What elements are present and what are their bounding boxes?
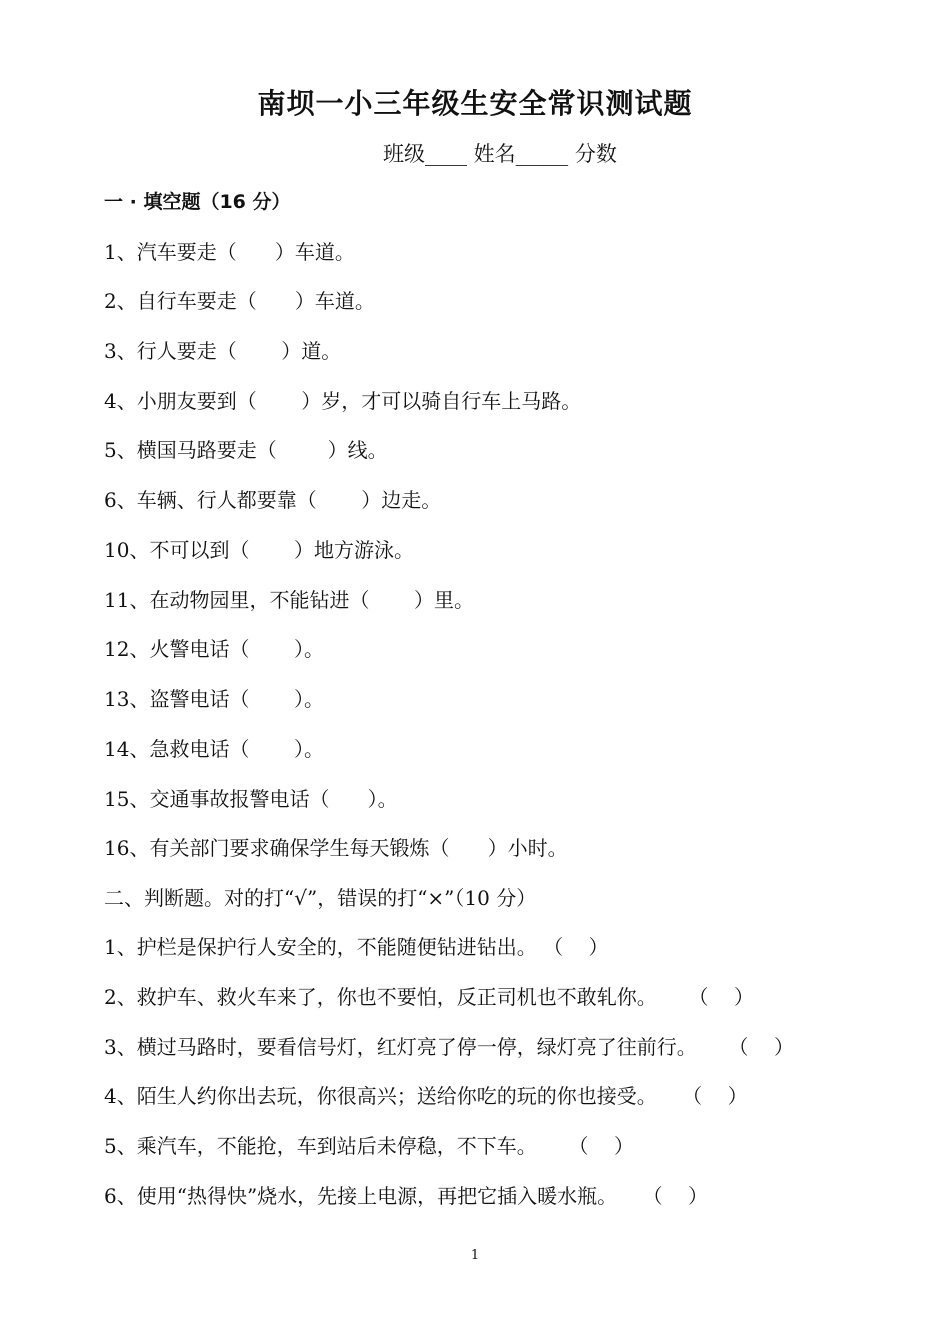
judge-question-5: 5、乘汽车，不能抢，车到站后未停稳，不下车。 （ ） — [104, 1134, 634, 1158]
fill-question-1: 1、汽车要走（ ）车道。 — [104, 240, 355, 264]
page-title: 南坝一小三年级生安全常识测试题 — [257, 87, 693, 120]
fill-question-15: 15、交通事故报警电话（ ）。 — [104, 787, 398, 811]
student-info-line: 班级____ 姓名_____ 分数 — [383, 142, 617, 166]
fill-question-10: 10、不可以到（ ）地方游泳。 — [104, 538, 414, 562]
fill-question-6: 6、车辆、行人都要靠（ ）边走。 — [104, 488, 442, 512]
judge-question-6: 6、使用“热得快”烧水，先接上电源，再把它插入暖水瓶。 （ ） — [104, 1184, 709, 1208]
judge-question-3: 3、横过马路时，要看信号灯，红灯亮了停一停，绿灯亮了往前行。 （ ） — [104, 1035, 794, 1059]
fill-question-2: 2、自行车要走（ ）车道。 — [104, 289, 375, 313]
section-1-heading: 一 · 填空题（16 分） — [104, 191, 291, 213]
judge-question-2: 2、救护车、救火车来了，你也不要怕，反正司机也不敢轧你。 （ ） — [104, 985, 754, 1009]
fill-question-12: 12、火警电话（ ）。 — [104, 637, 324, 661]
fill-question-16: 16、有关部门要求确保学生每天锻炼（ ）小时。 — [104, 836, 568, 860]
judge-question-1: 1、护栏是保护行人安全的，不能随便钻进钻出。 （ ） — [104, 935, 609, 959]
page-number: 1 — [470, 1248, 480, 1263]
fill-question-4: 4、小朋友要到（ ）岁，才可以骑自行车上马路。 — [104, 389, 582, 413]
fill-question-11: 11、在动物园里，不能钻进（ ）里。 — [104, 588, 474, 612]
section-2-heading: 二、判断题。对的打“√”，错误的打“×”（10 分） — [104, 886, 537, 910]
fill-question-13: 13、盗警电话（ ）。 — [104, 687, 324, 711]
fill-question-3: 3、行人要走（ ）道。 — [104, 339, 342, 363]
fill-question-14: 14、急救电话（ ）。 — [104, 737, 324, 761]
judge-question-4: 4、陌生人约你出去玩，你很高兴；送给你吃的玩的你也接受。 （ ） — [104, 1084, 748, 1108]
fill-question-5: 5、横国马路要走（ ）线。 — [104, 438, 388, 462]
